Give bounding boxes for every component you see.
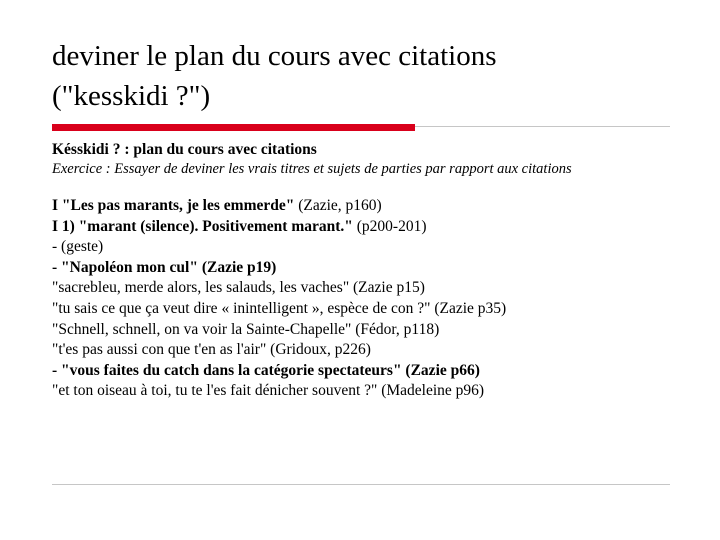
exercise-text: Exercice : Essayer de deviner les vrais titres et sujets de parties par rapport aux citations <box>52 161 572 177</box>
title-line-1: deviner le plan du cours avec citations <box>52 40 497 72</box>
quote-list <box>52 196 692 402</box>
quote-item: - "Napoléon mon cul" (Zazie p19) <box>52 258 277 276</box>
slide-body <box>52 140 692 402</box>
slide-title <box>52 36 692 116</box>
quote-item: "et ton oiseau à toi, tu te l'es fait dénicher souvent ?" (Madeleine p96) <box>52 382 485 400</box>
quote-item: "Schnell, schnell, on va voir la Sainte-Chapelle" (Fédor, p118) <box>52 320 440 338</box>
title-accent-bar <box>52 124 415 131</box>
title-divider <box>415 126 670 127</box>
quote-item: - "vous faites du catch dans la catégorie spectateurs" (Zazie p66) <box>52 361 480 379</box>
quote-item: "t'es pas aussi con que t'en as l'air" (Gridoux, p226) <box>52 341 371 359</box>
section-heading: Késskidi ? : plan du cours avec citations <box>52 141 317 158</box>
quote-item: I 1) "marant (silence). Positivement marant." (p200-201) <box>52 217 427 235</box>
quote-item: I "Les pas marants, je les emmerde" (Zazie, p160) <box>52 197 382 214</box>
quote-item: "tu sais ce que ça veut dire « inintelligent », espèce de con ?" (Zazie p35) <box>52 299 507 317</box>
quote-item: - (geste) <box>52 238 104 256</box>
quote-item: "sacrebleu, merde alors, les salauds, les vaches" (Zazie p15) <box>52 279 425 297</box>
title-line-2: ("kesskidi ?") <box>52 80 211 112</box>
footer-divider <box>52 484 670 485</box>
